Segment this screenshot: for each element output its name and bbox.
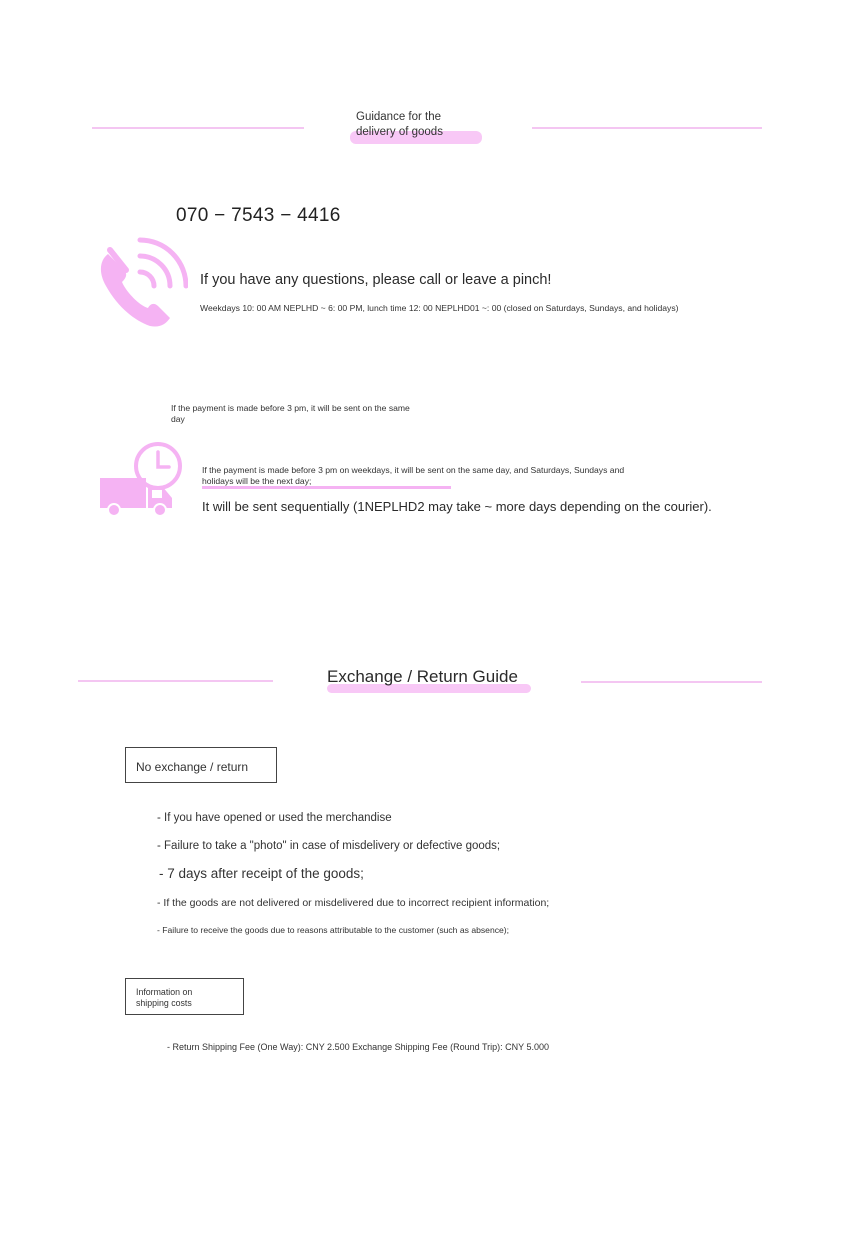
no-exchange-label: No exchange / return [136, 760, 249, 774]
title-line-2: delivery of goods [356, 126, 443, 138]
call-text: If you have any questions, please call or leave a pinch! [200, 272, 552, 288]
shipping-fee-text: - Return Shipping Fee (One Way): CNY 2.500 Exchange Shipping Fee (Round Trip): CNY 5.000 [167, 1042, 550, 1052]
delivery-truck-clock-icon [98, 440, 188, 520]
weekday-line-2-text: holidays will be the next day; [202, 476, 451, 489]
weekday-line-2 [202, 476, 451, 487]
same-day-line-1: If the payment is made before 3 pm, it will be sent on the same [171, 403, 410, 413]
divider-left [92, 127, 304, 129]
divider-left-2 [78, 680, 273, 682]
condition-item: - Failure to take a "photo" in case of misdelivery or defective goods; [157, 840, 501, 852]
sequential-text: It will be sent sequentially (1NEPLHD2 may take ~ more days depending on the courier). [202, 499, 712, 514]
divider-right-2 [581, 681, 762, 683]
condition-item: - 7 days after receipt of the goods; [159, 866, 364, 881]
exchange-section-title [325, 664, 533, 694]
phone-icon [96, 236, 188, 328]
business-hours: Weekdays 10: 00 AM NEPLHD ~ 6: 00 PM, lunch time 12: 00 NEPLHD01 ~: 00 (closed on Saturdays, Sundays, and holidays) [200, 303, 679, 313]
condition-item: - If the goods are not delivered or misdelivered due to incorrect recipient information; [157, 897, 550, 909]
shipping-label-line-2: shipping costs [136, 998, 192, 1008]
condition-item: - If you have opened or used the merchandise [157, 812, 392, 824]
title-line-1: Guidance for the [356, 111, 442, 123]
shipping-label-line-1: Information on [136, 987, 193, 997]
weekday-line-1: If the payment is made before 3 pm on weekdays, it will be sent on the same day, and Saturdays, Sundays and [202, 465, 625, 475]
delivery-section-title [352, 110, 482, 144]
no-exchange-box [125, 747, 277, 783]
shipping-cost-box [125, 978, 244, 1015]
condition-item: - Failure to receive the goods due to reasons attributable to the customer (such as absence); [157, 925, 510, 935]
phone-number: 070 − 7543 − 4416 [176, 205, 341, 226]
divider-right [532, 127, 762, 129]
exchange-title-text: Exchange / Return Guide [327, 667, 518, 686]
same-day-line-2: day [171, 414, 185, 424]
